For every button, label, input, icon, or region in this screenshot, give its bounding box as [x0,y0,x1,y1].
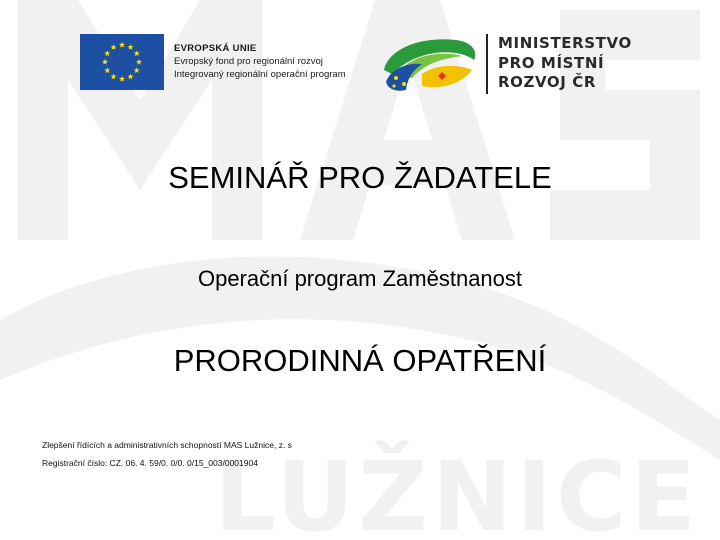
eu-flag-icon [80,34,164,90]
footer [42,436,292,472]
footer-project: Zlepšení řídících a administrativních schopností MAS Lužnice, z. s [42,440,292,450]
eu-logo-text [174,42,346,81]
logo-bar [0,30,720,100]
topic-heading: PRORODINNÁ OPATŘENÍ [173,343,547,378]
watermark-text: LUŽNICE [214,441,700,540]
mmr-emblem-icon [378,30,480,96]
eu-line-3: Integrovaný regionální operační program [174,69,346,80]
program-subtitle: Operační program Zaměstnanost [197,266,523,291]
eu-line-2: Evropský fond pro regionální rozvoj [174,56,323,67]
slide-title: SEMINÁŘ PRO ŽADATELE [168,160,552,195]
mmr-logo-text [498,34,632,93]
eu-line-1: EVROPSKÁ UNIE [174,43,257,54]
mmr-line-1: MINISTERSTVO [498,34,632,52]
eu-logo [80,34,346,90]
mmr-divider [486,34,488,94]
footer-registration: Registrační číslo: CZ. 06. 4. 59/0. 0/0. 0/15_003/0001904 [42,458,258,468]
mmr-line-3: ROZVOJ ČR [498,73,597,91]
mmr-line-2: PRO MÍSTNÍ [498,53,605,72]
